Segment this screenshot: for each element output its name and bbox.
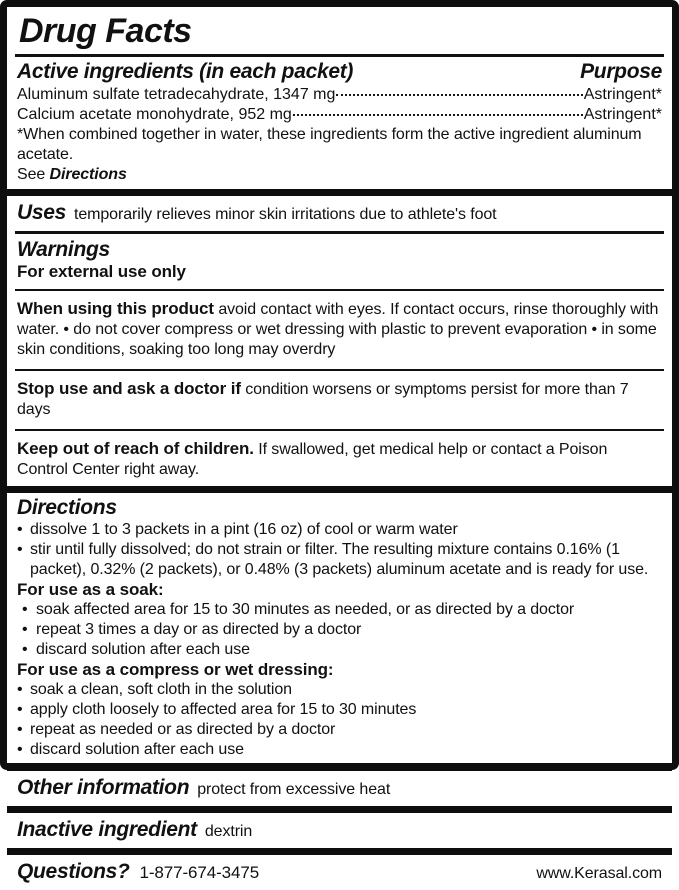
direction-bullet [17, 620, 662, 640]
direction-bullet [17, 640, 662, 660]
inactive-ingredient-text: dextrin [204, 823, 253, 841]
section-questions [7, 855, 672, 890]
bullet-glyph: • [17, 700, 23, 718]
questions-phone: 1-877-674-3475 [139, 863, 260, 883]
section-warnings [7, 237, 672, 286]
section-divider-bar [7, 806, 672, 813]
warnings-heading: Warnings [17, 237, 110, 261]
bullet-glyph: • [22, 600, 28, 618]
warnings-divider-3 [15, 429, 664, 431]
keep-out-text: If swallowed, get medical help or contact a Poison Control Center right away. [17, 440, 608, 478]
bullet-glyph: • [22, 620, 28, 638]
direction-bullet [17, 680, 662, 700]
warning-when-using [7, 296, 672, 364]
ingredient-row [17, 85, 662, 105]
inactive-ingredient-heading: Inactive ingredient [17, 818, 197, 842]
bullet-glyph: • [17, 740, 23, 758]
when-using-text: avoid contact with eyes. If contact occurs, rinse thoroughly with water. • do not cover compress or wet dressing with plastic to prevent evaporation • in some skin conditions, soaking too long may overdry [17, 300, 659, 358]
active-ingredients-heading: Active ingredients (in each packet) [17, 60, 354, 84]
uses-text: temporarily relieves minor skin irritations due to athlete's foot [74, 205, 497, 223]
page-title: Drug Facts [19, 12, 192, 50]
see-directions-line [17, 165, 662, 185]
bullet-glyph: • [17, 540, 23, 558]
ingredient-row [17, 105, 662, 125]
uses-divider [15, 231, 664, 234]
warning-keep-out [7, 436, 672, 484]
ingredient-purpose: Astringent* [583, 105, 662, 123]
bullet-glyph: • [17, 720, 23, 738]
direction-text: discard solution after each use [36, 640, 250, 658]
section-inactive-ingredient [7, 813, 672, 848]
section-divider-bar [7, 486, 672, 493]
direction-text: repeat as needed or as directed by a doctor [30, 720, 336, 738]
ingredient-purpose: Astringent* [583, 85, 662, 103]
direction-bullet [17, 700, 662, 720]
section-divider-bar [7, 189, 672, 196]
questions-heading: Questions? [17, 860, 130, 884]
when-using-lead: When using this product [17, 298, 214, 318]
purpose-heading: Purpose [580, 60, 662, 84]
dot-leader [293, 114, 583, 116]
direction-text: stir until fully dissolved; do not strain or filter. The resulting mixture contains 0.16% (1 packet), 0.32% (2 packets), or 0.48% (3 packets) aluminum acetate and is ready for use. [30, 540, 649, 578]
section-active-ingredients [7, 57, 672, 188]
ingredient-name: Calcium acetate monohydrate, 952 mg [17, 105, 292, 123]
direction-bullet [17, 740, 662, 760]
warnings-divider-1 [15, 289, 664, 291]
uses-heading: Uses [17, 200, 67, 224]
compress-heading: For use as a compress or wet dressing: [17, 659, 334, 679]
direction-text: apply cloth loosely to affected area for 15 to 30 minutes [30, 700, 417, 718]
stop-use-lead: Stop use and ask a doctor if [17, 378, 241, 398]
direction-text: discard solution after each use [30, 740, 244, 758]
section-other-information [7, 771, 672, 806]
stop-use-text: condition worsens or symptoms persist for more than 7 days [17, 380, 629, 418]
warnings-divider-2 [15, 369, 664, 371]
direction-text: repeat 3 times a day or as directed by a doctor [36, 620, 362, 638]
active-footnote: *When combined together in water, these ingredients form the active ingredient aluminum acetate. [17, 125, 642, 163]
soak-heading: For use as a soak: [17, 579, 164, 599]
direction-bullet [17, 540, 662, 580]
section-uses [7, 196, 672, 231]
see-prefix: See [17, 165, 50, 183]
direction-bullet [17, 720, 662, 740]
bullet-glyph: • [17, 520, 23, 538]
section-directions [7, 493, 672, 764]
direction-text: soak a clean, soft cloth in the solution [30, 680, 292, 698]
ingredient-name: Aluminum sulfate tetradecahydrate, 1347 mg [17, 85, 336, 103]
directions-heading: Directions [17, 495, 117, 519]
direction-text: dissolve 1 to 3 packets in a pint (16 oz) of cool or warm water [30, 520, 458, 538]
bullet-glyph: • [17, 680, 23, 698]
external-use-only: For external use only [17, 261, 186, 281]
section-divider-bar [7, 848, 672, 855]
questions-website: www.Kerasal.com [536, 865, 662, 883]
warning-stop-use [7, 376, 672, 424]
other-information-text: protect from excessive heat [197, 780, 391, 798]
dot-leader [336, 94, 582, 96]
bullet-glyph: • [22, 640, 28, 658]
direction-text: soak affected area for 15 to 30 minutes as needed, or as directed by a doctor [36, 600, 575, 618]
section-divider-bar [7, 764, 672, 771]
direction-bullet [17, 520, 662, 540]
see-directions-ref: Directions [49, 165, 127, 183]
other-information-heading: Other information [17, 775, 190, 799]
keep-out-lead: Keep out of reach of children. [17, 438, 254, 458]
direction-bullet [17, 600, 662, 620]
